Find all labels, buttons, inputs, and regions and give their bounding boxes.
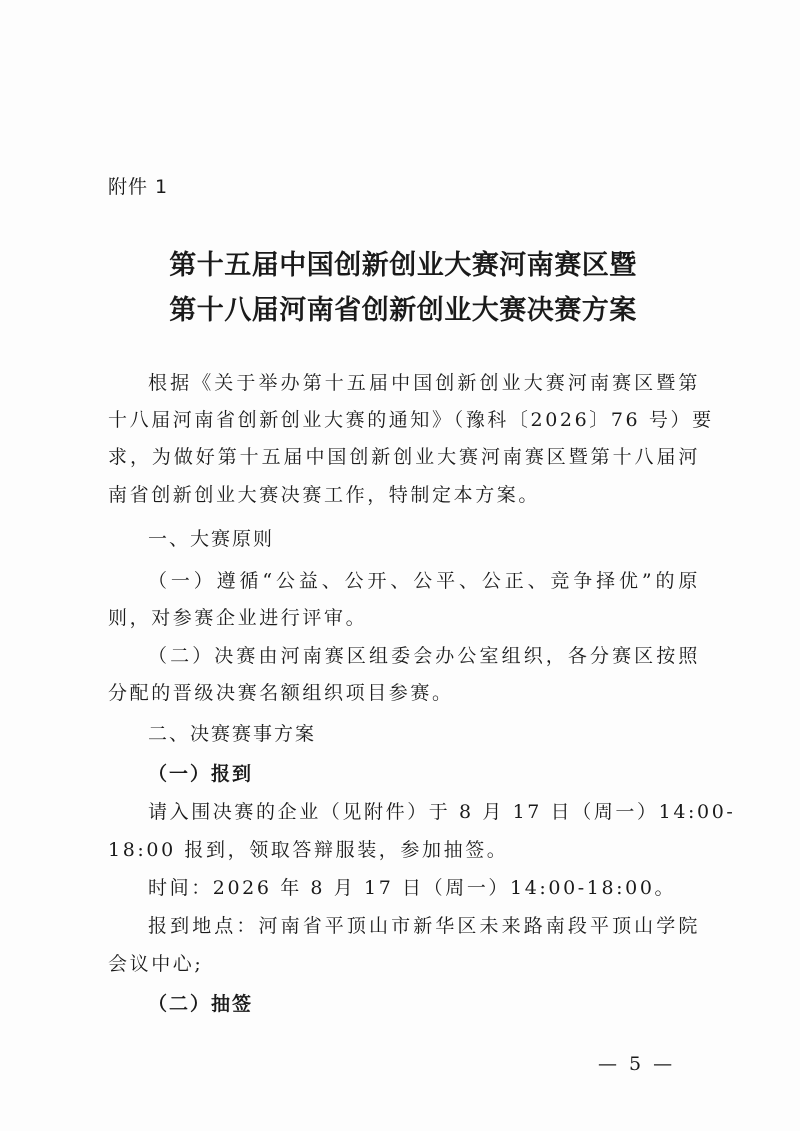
section-heading-principles: 一、大赛原则 bbox=[148, 528, 275, 550]
document-title-line-1: 第十五届中国创新创业大赛河南赛区暨 bbox=[169, 250, 637, 281]
principle-1-line-1: （一）遵循“公益、公开、公平、公正、竞争择优”的原 bbox=[148, 570, 700, 592]
intro-paragraph-line-1: 根据《关于举办第十五届中国创新创业大赛河南赛区暨第 bbox=[148, 372, 700, 394]
principle-2-line-2: 分配的晋级决赛名额组织项目参赛。 bbox=[108, 682, 454, 704]
section-heading-final-plan: 二、决赛赛事方案 bbox=[148, 723, 317, 745]
document-title-line-2: 第十八届河南省创新创业大赛决赛方案 bbox=[169, 295, 637, 326]
registration-time: 时间：2026 年 8 月 17 日（周一）14:00-18:00。 bbox=[148, 877, 677, 899]
intro-paragraph-line-3: 求，为做好第十五届中国创新创业大赛河南赛区暨第十八届河 bbox=[108, 446, 700, 468]
subheading-draw: （二）抽签 bbox=[148, 993, 254, 1015]
registration-line-1: 请入围决赛的企业（见附件）于 8 月 17 日（周一）14:00- bbox=[148, 801, 736, 823]
intro-paragraph-line-4: 南省创新创业大赛决赛工作，特制定本方案。 bbox=[108, 484, 541, 506]
principle-2-line-1: （二）决赛由河南赛区组委会办公室组织，各分赛区按照 bbox=[148, 645, 700, 667]
subheading-registration: （一）报到 bbox=[148, 763, 254, 785]
registration-line-2: 18:00 报到，领取答辩服装，参加抽签。 bbox=[108, 839, 509, 861]
principle-1-line-2: 则，对参赛企业进行评审。 bbox=[108, 607, 368, 629]
registration-location-line-1: 报到地点：河南省平顶山市新华区未来路南段平顶山学院 bbox=[148, 915, 700, 937]
registration-location-line-2: 会议中心; bbox=[108, 953, 204, 975]
intro-paragraph-line-2: 十八届河南省创新创业大赛的通知》（豫科〔2026〕76 号）要 bbox=[108, 409, 714, 431]
attachment-label: 附件 1 bbox=[108, 176, 169, 198]
page-number: — 5 — bbox=[598, 1053, 676, 1075]
